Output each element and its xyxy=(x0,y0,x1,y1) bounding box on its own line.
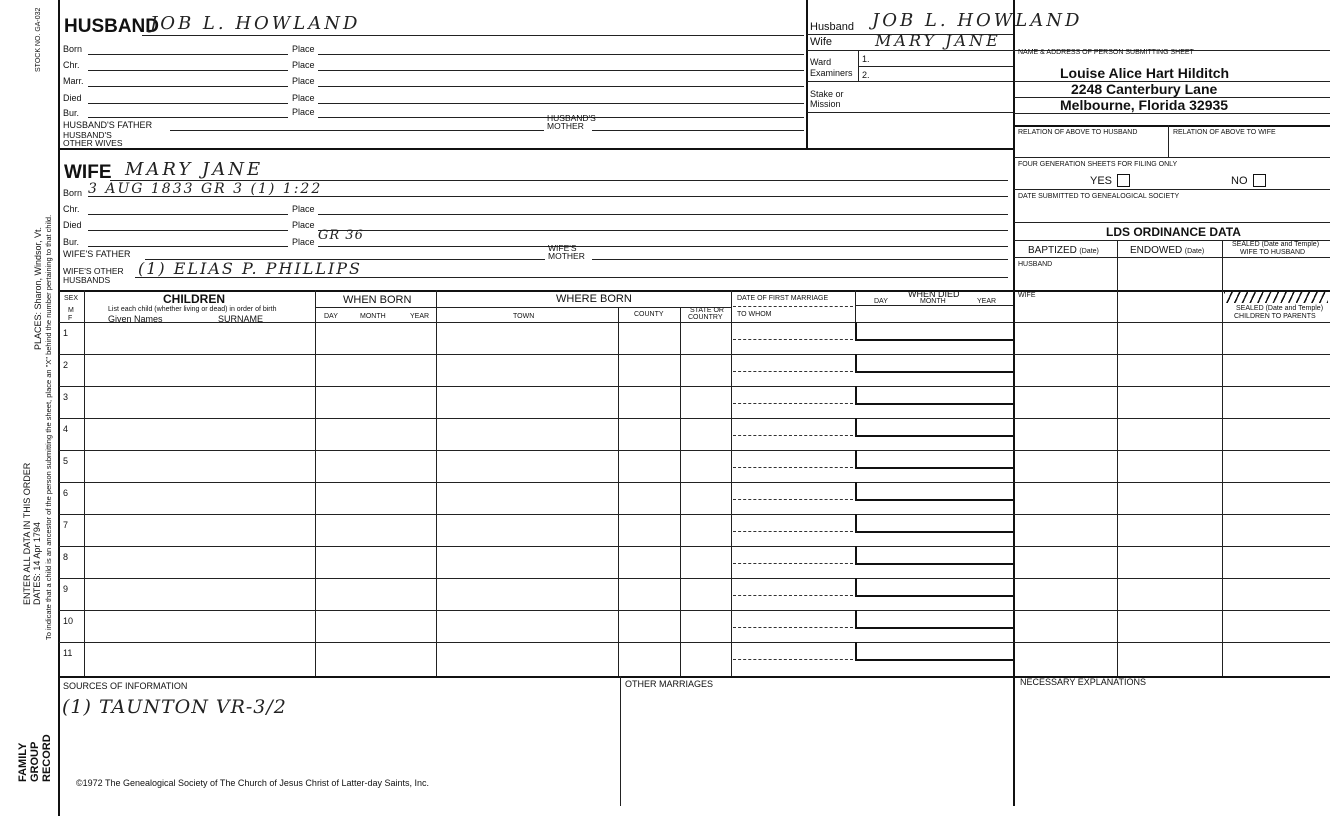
state-header-2: COUNTRY xyxy=(688,314,723,321)
submitter-street[interactable]: 2248 Canterbury Lane xyxy=(1071,81,1218,97)
county-header: COUNTY xyxy=(634,311,664,318)
row-number: 7 xyxy=(63,520,69,530)
right-wife-handwritten[interactable]: MARY JANE xyxy=(875,31,1001,50)
children-header: CHILDREN xyxy=(163,292,225,306)
husband-father-field[interactable] xyxy=(170,130,544,131)
town-header: TOWN xyxy=(513,313,535,320)
husband-name-handwritten[interactable]: JOB L. HOWLAND xyxy=(150,13,361,34)
husband-other-wives-label: HUSBAND'S OTHER WIVES xyxy=(63,130,123,148)
record-title-1: FAMILY xyxy=(17,742,29,782)
wife-chr-field[interactable] xyxy=(88,214,288,215)
died-box[interactable] xyxy=(855,482,1014,501)
stake-label: Stake or xyxy=(810,89,844,99)
submitter-city[interactable]: Melbourne, Florida 32935 xyxy=(1060,97,1229,113)
examiners-label: Examiners xyxy=(810,68,853,78)
died-box[interactable] xyxy=(855,450,1014,469)
lds-husband-row: HUSBAND xyxy=(1018,261,1053,268)
husband-wife-divider xyxy=(58,148,1013,150)
place-label: Place xyxy=(292,204,315,214)
died-box[interactable] xyxy=(855,546,1014,565)
sources-handwritten[interactable]: (1) TAUNTON VR-3/2 xyxy=(62,696,287,718)
husband-born-field[interactable] xyxy=(88,54,288,55)
died-box[interactable] xyxy=(855,418,1014,437)
place-label: Place xyxy=(292,44,315,54)
wife-other-husbands-label: WIFE'S OTHER HUSBANDS xyxy=(63,266,124,285)
wife-other-husbands-handwritten[interactable]: (1) ELIAS P. PHILLIPS xyxy=(138,259,363,278)
wife-chr-place-field[interactable] xyxy=(318,214,1008,215)
husband-mother-label: HUSBAND'S MOTHER xyxy=(547,113,596,131)
yes-label: YES xyxy=(1090,175,1113,187)
row-number: 10 xyxy=(63,616,74,626)
row-number: 9 xyxy=(63,584,69,594)
no-label: NO xyxy=(1231,175,1248,187)
husband-bur-field[interactable] xyxy=(88,117,288,118)
born-day-header: DAY xyxy=(324,313,338,320)
dates-note: DATES: 14 Apr 1794 xyxy=(32,522,42,605)
died-year-header: YEAR xyxy=(977,298,997,305)
examiner-1-field[interactable]: 1. xyxy=(862,54,870,64)
husband-died-place-field[interactable] xyxy=(318,103,804,104)
surname-header: SURNAME xyxy=(218,314,264,324)
husband-died-field[interactable] xyxy=(88,103,288,104)
wife-children-divider xyxy=(58,290,1330,292)
place-label: Place xyxy=(292,107,315,117)
died-box[interactable] xyxy=(855,610,1014,629)
husband-marr-place-field[interactable] xyxy=(318,86,804,87)
wife-bur-label: Bur. xyxy=(63,237,80,247)
sealed-wh-1: SEALED (Date and Temple) xyxy=(1232,241,1320,248)
copyright: ©1972 The Genealogical Society of The Church of Jesus Christ of Latter-day Saints, Inc. xyxy=(76,778,429,788)
stock-number: STOCK NO. GA-032 xyxy=(35,7,42,72)
row-number: 6 xyxy=(63,488,69,498)
husband-born-place-field[interactable] xyxy=(318,54,804,55)
when-born-header: WHEN BORN xyxy=(343,294,412,306)
place-label: Place xyxy=(292,220,315,230)
died-box[interactable] xyxy=(855,354,1014,373)
examiner-2-field[interactable]: 2. xyxy=(862,70,870,80)
wife-born-field[interactable] xyxy=(88,196,1008,197)
submitter-name[interactable]: Louise Alice Hart Hilditch xyxy=(1060,65,1230,81)
place-label: Place xyxy=(292,76,315,86)
sex-header: SEX xyxy=(64,295,79,302)
record-title-3: RECORD xyxy=(41,734,53,782)
frame-mid-top xyxy=(806,0,808,148)
sealed-wh-2: WIFE TO HUSBAND xyxy=(1240,249,1306,256)
sealed-cp-1: SEALED (Date and Temple) xyxy=(1236,305,1324,312)
submitter-label: NAME & ADDRESS OF PERSON SUBMITTING SHEET xyxy=(1018,49,1194,56)
when-died-header: WHEN DIED xyxy=(908,289,960,299)
wife-died-place-field[interactable] xyxy=(318,230,1008,231)
died-month-header: MONTH xyxy=(920,298,946,305)
wife-other-husbands-field[interactable] xyxy=(135,277,1008,278)
endowed-header: ENDOWED (Date) xyxy=(1130,245,1205,256)
husband-bur-label: Bur. xyxy=(63,108,80,118)
husband-marr-label: Marr. xyxy=(63,76,84,86)
wife-bur-field[interactable] xyxy=(88,246,288,247)
sex-f: F xyxy=(68,315,73,322)
place-label: Place xyxy=(292,93,315,103)
wife-name-handwritten[interactable]: MARY JANE xyxy=(125,159,264,180)
places-note: PLACES: Sharon, Windsor, Vt. xyxy=(33,226,43,350)
hatched-area xyxy=(1224,291,1328,303)
died-box[interactable] xyxy=(855,578,1014,597)
husband-mother-field[interactable] xyxy=(592,130,804,131)
row-number: 11 xyxy=(63,648,73,658)
lds-wife-row: WIFE xyxy=(1018,292,1036,299)
wife-bur-place-handwritten[interactable]: GR 36 xyxy=(318,228,364,243)
children-subheader: List each child (whether living or dead) in order of birth xyxy=(108,306,277,313)
husband-chr-label: Chr. xyxy=(63,60,80,70)
born-month-header: MONTH xyxy=(360,313,386,320)
died-box[interactable] xyxy=(855,322,1014,341)
wife-heading: WIFE xyxy=(64,162,112,183)
wife-mother-label: WIFE'S MOTHER xyxy=(548,243,585,261)
record-title-2: GROUP xyxy=(29,741,41,782)
born-year-header: YEAR xyxy=(410,313,430,320)
died-day-header: DAY xyxy=(874,298,888,305)
relation-wife-label: RELATION OF ABOVE TO WIFE xyxy=(1173,129,1276,136)
where-born-header: WHERE BORN xyxy=(556,293,632,305)
yes-checkbox[interactable] xyxy=(1117,174,1130,187)
wife-born-label: Born xyxy=(63,188,83,198)
row-number: 5 xyxy=(63,456,69,466)
frame-left xyxy=(58,0,60,816)
row-number: 2 xyxy=(63,360,69,370)
given-names-header: Given Names xyxy=(108,314,163,324)
husband-heading: HUSBAND xyxy=(64,16,159,37)
ancestor-instruction: To indicate that a child is an ancestor of the person submitting the sheet, place an "X" behind the number pertaining to that child. xyxy=(44,214,53,640)
no-checkbox[interactable] xyxy=(1253,174,1266,187)
first-marriage-header: DATE OF FIRST MARRIAGE xyxy=(737,295,829,302)
died-box[interactable] xyxy=(855,514,1014,533)
row-number: 1 xyxy=(63,328,69,338)
row-number: 3 xyxy=(63,392,69,402)
sealed-cp-2: CHILDREN TO PARENTS xyxy=(1234,313,1316,320)
to-whom-header: TO WHOM xyxy=(737,311,772,318)
right-wife-label: Wife xyxy=(810,36,832,48)
relation-husband-label: RELATION OF ABOVE TO HUSBAND xyxy=(1018,129,1138,136)
died-box[interactable] xyxy=(855,642,1014,661)
row-number: 8 xyxy=(63,552,69,562)
wife-died-label: Died xyxy=(63,220,82,230)
husband-father-label: HUSBAND'S FATHER xyxy=(63,120,153,130)
right-husband-label: Husband xyxy=(810,21,855,33)
wife-chr-label: Chr. xyxy=(63,204,80,214)
wife-born-handwritten[interactable]: 3 AUG 1833 GR 3 (1) 1:22 xyxy=(88,181,323,197)
place-label: Place xyxy=(292,237,315,247)
right-husband-handwritten[interactable]: JOB L. HOWLAND xyxy=(872,10,1083,31)
other-marriages-label: OTHER MARRIAGES xyxy=(625,679,714,689)
wife-bur-place-field[interactable] xyxy=(318,246,1008,247)
husband-born-label: Born xyxy=(63,44,83,54)
ward-label: Ward xyxy=(810,57,832,67)
wife-mother-field[interactable] xyxy=(592,259,1008,260)
sex-m: M xyxy=(68,307,74,314)
husband-chr-place-field[interactable] xyxy=(318,70,804,71)
stake-mission-field[interactable] xyxy=(807,112,1013,113)
four-gen-label: FOUR GENERATION SHEETS FOR FILING ONLY xyxy=(1018,161,1178,168)
state-header-1: STATE OR xyxy=(690,307,724,314)
explanations-label: NECESSARY EXPLANATIONS xyxy=(1020,677,1147,687)
baptized-header: BAPTIZED (Date) xyxy=(1028,245,1099,256)
lds-title: LDS ORDINANCE DATA xyxy=(1106,225,1241,239)
sources-label: SOURCES OF INFORMATION xyxy=(63,681,188,691)
enter-data-note: ENTER ALL DATA IN THIS ORDER xyxy=(22,462,32,605)
mission-label: Mission xyxy=(810,99,841,109)
date-submitted-field[interactable] xyxy=(1014,222,1330,223)
place-label: Place xyxy=(292,60,315,70)
husband-chr-field[interactable] xyxy=(88,70,288,71)
date-submitted-label: DATE SUBMITTED TO GENEALOGICAL SOCIETY xyxy=(1018,193,1180,200)
wife-father-label: WIFE'S FATHER xyxy=(63,249,131,259)
wife-died-field[interactable] xyxy=(88,230,288,231)
husband-marr-field[interactable] xyxy=(88,86,288,87)
husband-died-label: Died xyxy=(63,93,82,103)
died-box[interactable] xyxy=(855,386,1014,405)
row-number: 4 xyxy=(63,424,69,434)
